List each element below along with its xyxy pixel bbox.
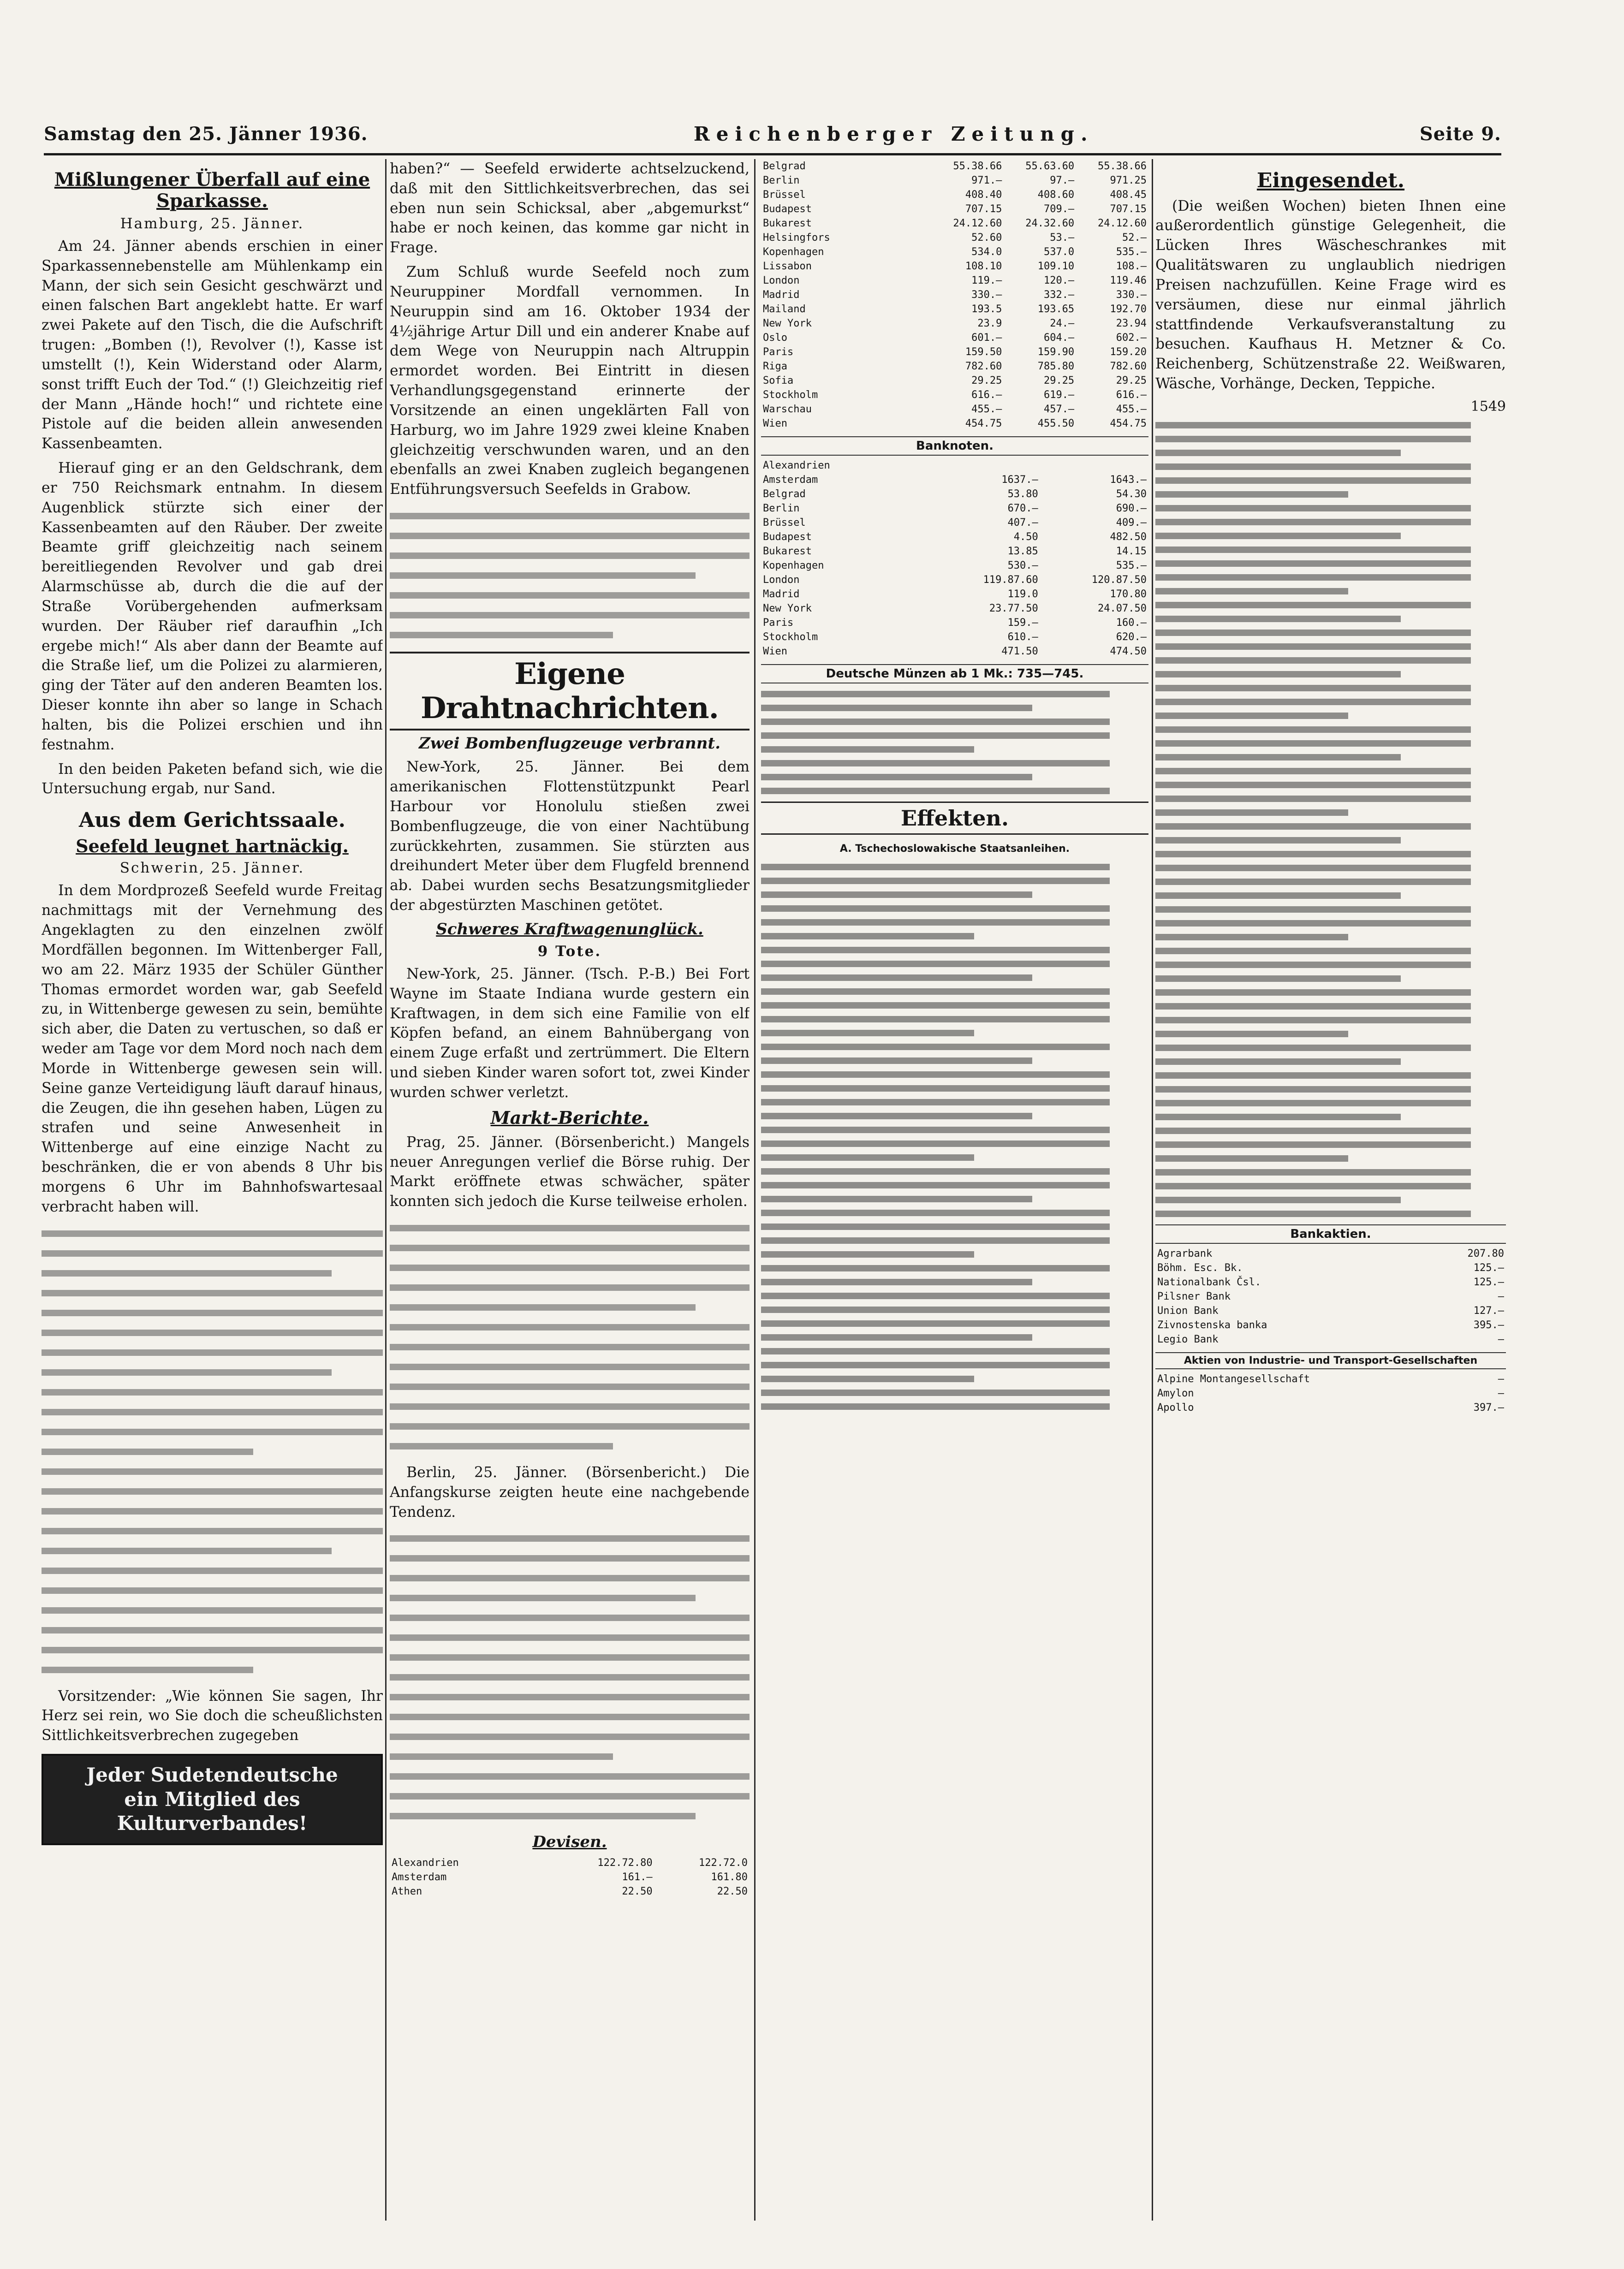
row-value: 159.90: [1037, 346, 1075, 358]
row-value: 159.20: [1110, 346, 1147, 358]
effekten-subtitle: A. Tschechoslowakische Staatsanleihen.: [839, 843, 1070, 855]
row-value: 159.50: [965, 346, 1002, 358]
paragraph: Am 24. Jänner abends erschien in einer Sparkassennebenstelle am Mühlenkamp ein Mann, der sich sein Gesicht geschwärzt und einen falschen Bart angeklebt hatte. Er warf zwei Pakete auf den Tisch, die die Aufschrift trugen: „Bomben (!), Revolver (!), Kasse ist umstellt (!), Kein Widerstand oder Alarm, sonst trifft Euch der Tod.“ (!) Gleichzeitig rief der Mann „Hände hoch!“ und richtete eine Pistole auf die beiden allein anwesenden Kassenbeamten.: [42, 238, 383, 452]
row-label: Kopenhagen: [763, 246, 824, 258]
headline-kraftwagen: Schweres Kraftwagenunglück.: [436, 920, 703, 938]
table-row: [761, 402, 1148, 416]
row-label: New York: [763, 318, 812, 329]
headline-gerichtssaal: Aus dem Gerichtssaale.: [78, 808, 345, 832]
row-value: 535.—: [1116, 246, 1147, 258]
row-value: 620.—: [1116, 631, 1147, 643]
row-value: 482.50: [1110, 531, 1147, 543]
table-row: [390, 1856, 750, 1870]
row-label: Alexandrien: [392, 1857, 459, 1869]
table-row: [761, 601, 1148, 616]
kulturverband-ad: [42, 1754, 383, 1845]
row-value: 207.80: [1467, 1247, 1504, 1259]
text-continuation: [390, 1535, 750, 1819]
row-value: 616.—: [1116, 389, 1147, 401]
row-label: Zivnostenska banka: [1157, 1319, 1267, 1331]
row-value: [932, 458, 1040, 473]
table-row: [1155, 1261, 1506, 1275]
row-label: Riga: [763, 361, 787, 372]
row-label: Budapest: [763, 203, 812, 215]
subheadline-seefeld: Seefeld leugnet hartnäckig.: [76, 835, 349, 856]
headline-eingesendet: Eingesendet.: [1256, 169, 1405, 192]
row-value: 97.—: [1050, 175, 1075, 186]
row-value: 161.—: [622, 1871, 653, 1883]
paragraph: In den beiden Paketen befand sich, wie die Untersuchung ergab, nur Sand.: [42, 760, 383, 797]
row-label: Agrarbank: [1157, 1247, 1213, 1259]
row-value: 616.—: [971, 389, 1002, 401]
column-rule: [1152, 159, 1153, 2221]
row-value: 119.46: [1110, 275, 1147, 286]
row-value: 782.60: [965, 361, 1002, 372]
row-label: New York: [763, 603, 812, 614]
row-label: Wien: [763, 646, 787, 657]
row-value: 127.—: [1473, 1305, 1504, 1317]
table-row: [761, 473, 1148, 487]
row-value: [1040, 458, 1148, 473]
row-value: 52.—: [1122, 232, 1147, 244]
row-value: 407.—: [1007, 517, 1038, 529]
row-label: Lissabon: [763, 261, 812, 272]
row-value: 22.50: [622, 1886, 653, 1898]
paragraph: Zum Schluß wurde Seefeld noch zum Neuruppiner Mordfall vernommen. In Neuruppin sind am 16. Oktober 1934 der 4½jährige Artur Dill und ein anderer Knabe auf dem Wege von Neuruppin nach Altruppin ermordet worden. Bei Eintritt in diesen Verhandlungsgegenstand erinnerte der Vorsitzende an einen ungeklärten Fall von Harburg, wo im Jahre 1929 zwei kleine Knaben gleichzeitig verschwunden waren, und an den ebenfalls an zwei Knaben zugleich begangenen Entführungsversuch Seefelds in Grabow.: [390, 264, 750, 498]
row-label: Belgrad: [763, 488, 806, 500]
table-row: [761, 501, 1148, 516]
row-value: 55.63.60: [1025, 160, 1075, 172]
row-value: 455.50: [1037, 418, 1075, 429]
row-value: 601.—: [971, 332, 1002, 344]
paragraph: Berlin, 25. Jänner. (Börsenbericht.) Die Anfangskurse zeigten heute eine nachgebende Tendenz.: [390, 1464, 750, 1521]
section-effekten: Effekten.: [761, 802, 1148, 835]
row-value: 23.9: [977, 318, 1002, 329]
row-value: 53.80: [1007, 488, 1038, 500]
table-row: [1155, 1304, 1506, 1318]
row-value: 454.75: [965, 418, 1002, 429]
row-label: Budapest: [763, 531, 812, 543]
table-row: [1155, 1275, 1506, 1289]
row-value: 397.—: [1473, 1402, 1504, 1414]
row-value: 23.77.50: [989, 603, 1038, 614]
row-value: 53.—: [1050, 232, 1075, 244]
row-value: —: [1498, 1373, 1504, 1385]
table-row: [761, 416, 1148, 431]
table-row: [1155, 1247, 1506, 1261]
rates-table-1: [761, 159, 1148, 431]
column-2: [390, 159, 750, 2221]
row-value: 55.38.66: [953, 160, 1002, 172]
table-row: [761, 616, 1148, 630]
row-value: 192.70: [1110, 303, 1147, 315]
section-banknoten: Banknoten.: [761, 436, 1148, 456]
table-row: [761, 173, 1148, 188]
row-value: 785.80: [1037, 361, 1075, 372]
row-value: 13.85: [1007, 546, 1038, 557]
table-row: [761, 245, 1148, 259]
column-3: [761, 159, 1148, 2221]
headline-marktberichte: Markt-Berichte.: [490, 1107, 649, 1128]
row-value: 408.40: [965, 189, 1002, 201]
subheadline-tote: 9 Tote.: [537, 943, 602, 960]
table-row: [761, 487, 1148, 501]
row-value: 170.80: [1110, 588, 1147, 600]
row-label: Böhm. Esc. Bk.: [1157, 1262, 1243, 1274]
paragraph: haben?“ — Seefeld erwiderte achtselzuckend, daß mit den Sittlichkeitsverbrechen, das sei eben nun sein Schicksal, aber „abgemurkst“ habe er noch keinen, das komme gar nicht in Frage.: [390, 160, 750, 256]
dateline: Hamburg, 25. Jänner.: [120, 215, 304, 232]
row-label: Helsingfors: [763, 232, 830, 244]
table-row: [761, 388, 1148, 402]
row-value: 54.30: [1116, 488, 1147, 500]
table-row: [761, 231, 1148, 245]
row-value: 160.—: [1116, 617, 1147, 629]
table-row: [761, 202, 1148, 216]
row-value: 23.94: [1116, 318, 1147, 329]
table-row: [761, 359, 1148, 374]
row-label: Alpine Montangesellschaft: [1157, 1373, 1310, 1385]
row-value: 474.50: [1110, 646, 1147, 657]
rates-table-2: [761, 458, 1148, 659]
table-row: [761, 374, 1148, 388]
paragraph: Prag, 25. Jänner. (Börsenbericht.) Mangels neuer Anregungen verlief die Börse ruhig. Der Markt eröffnete etwas schwächer, später konnten sich jedoch die Kurse teilweise erholen.: [390, 1134, 750, 1210]
row-value: 4.50: [1013, 531, 1038, 543]
table-row: [1155, 1401, 1506, 1415]
column-rule: [754, 159, 755, 2221]
row-value: 24.12.60: [1098, 218, 1147, 229]
row-value: 1643.—: [1110, 474, 1147, 486]
table-row: [1155, 1372, 1506, 1386]
text-continuation: [390, 513, 750, 638]
headline-devisen: Devisen.: [532, 1833, 607, 1852]
paragraph: (Die weißen Wochen) bieten Ihnen eine außerordentlich günstige Gelegenheit, die Lücken Ihres Wäscheschrankes mit Qualitätswaren zu unglaublich niedrigen Preisen nachzufüllen. Keine Frage wird es versäumen, diese nur einmal jährlich stattfindende Verkaufsveranstaltung zu besuchen. Kaufhaus H. Metzner & Co. Reichenberg, Schützenstraße 22. Weißwaren, Wäsche, Vorhänge, Decken, Teppiche.: [1155, 197, 1506, 392]
row-value: 159.—: [1007, 617, 1038, 629]
headline-sparkasse: Mißlungener Überfall auf eine Sparkasse.: [54, 169, 370, 212]
table-row: [761, 530, 1148, 544]
row-value: 120.87.50: [1091, 574, 1147, 586]
row-value: 119.—: [971, 275, 1002, 286]
table-row: [761, 558, 1148, 573]
row-value: 530.—: [1007, 560, 1038, 571]
row-value: 52.60: [971, 232, 1002, 244]
row-label: Berlin: [763, 503, 800, 514]
paragraph: In dem Mordprozeß Seefeld wurde Freitag nachmittags mit der Vernehmung des Angeklagten zu den einzelnen zwölf Mordfällen begonnen. Im Wittenberger Fall, wo am 22. März 1935 der Schüler Günther Thomas ermordet worden war, gab Seefeld zu, in Wittenberge gewesen zu sein, bemühte sich aber, die Daten zu vertuschen, so daß er weder am Tage vor dem Mord noch nach dem Morde in Wittenberge gewesen sein will. Seine ganze Verteidigung läuft darauf hinaus, die Zeugen, die ihn gesehen haben, Lügen zu strafen und seine Anwesenheit in Wittenberge auf eine einzige Nacht zu beschränken, die er von abends 8 Uhr bis morgens 6 Uhr im Bahnhofswartesaal verbracht haben will.: [42, 882, 383, 1215]
row-value: 604.—: [1043, 332, 1075, 344]
row-label: Belgrad: [763, 160, 806, 172]
row-label: Pilsner Bank: [1157, 1290, 1231, 1302]
row-value: 119.0: [1007, 588, 1038, 600]
section-drahtnachrichten: Eigene Drahtnachrichten.: [390, 652, 750, 731]
row-value: 108.—: [1116, 261, 1147, 272]
masthead: [44, 118, 1501, 150]
row-label: London: [763, 574, 800, 586]
table-row: [761, 644, 1148, 659]
row-value: 109.10: [1037, 261, 1075, 272]
row-label: Amylon: [1157, 1387, 1194, 1399]
row-value: 707.15: [1110, 203, 1147, 215]
row-value: 122.72.80: [597, 1857, 653, 1869]
row-label: Athen: [392, 1886, 422, 1898]
row-label: Legio Bank: [1157, 1333, 1219, 1345]
row-value: 455.—: [1116, 404, 1147, 415]
table-row: [761, 587, 1148, 601]
row-value: 409.—: [1116, 517, 1147, 529]
bond-list: [1155, 422, 1506, 1217]
table-row: [1155, 1386, 1506, 1401]
paper-title: Reichenberger Zeitung.: [693, 122, 1094, 145]
row-value: —: [1498, 1290, 1504, 1302]
row-value: 602.—: [1116, 332, 1147, 344]
row-label: Nationalbank Čsl.: [1157, 1276, 1261, 1288]
industry-table: [1155, 1372, 1506, 1415]
row-value: —: [1498, 1333, 1504, 1345]
table-row: [761, 573, 1148, 587]
table-row: [761, 345, 1148, 359]
row-value: 1637.—: [1001, 474, 1038, 486]
row-label: Brüssel: [763, 517, 806, 529]
column-4: [1155, 159, 1506, 2221]
row-value: 122.72.0: [699, 1857, 748, 1869]
table-row: [390, 1884, 750, 1899]
row-value: 534.0: [971, 246, 1002, 258]
row-value: 14.15: [1116, 546, 1147, 557]
column-rule: [385, 159, 387, 2221]
row-value: 29.25: [1116, 375, 1147, 386]
row-value: 119.87.60: [983, 574, 1038, 586]
ad-number: 1549: [1470, 398, 1506, 415]
table-row: [761, 630, 1148, 644]
table-row: [761, 288, 1148, 302]
row-value: 125.—: [1473, 1276, 1504, 1288]
row-value: 535.—: [1116, 560, 1147, 571]
bank-table: [1155, 1247, 1506, 1347]
table-row: [761, 544, 1148, 558]
table-row: [390, 1870, 750, 1884]
row-label: Brüssel: [763, 189, 806, 201]
row-label: Apollo: [1157, 1402, 1194, 1414]
row-label: Amsterdam: [392, 1871, 447, 1883]
table-row: [761, 188, 1148, 202]
text-continuation: [390, 1225, 750, 1449]
row-label: Alexandrien: [763, 460, 830, 471]
row-value: 454.75: [1110, 418, 1147, 429]
row-label: Stockholm: [763, 389, 818, 401]
row-label: Warschau: [763, 404, 812, 415]
row-label: Paris: [763, 346, 794, 358]
paragraph: Vorsitzender: „Wie können Sie sagen, Ihr Herz sei rein, wo Sie doch die scheußlichsten Sittlichkeitsverbrechen zugegeben: [42, 1687, 383, 1744]
paragraph: Hierauf ging er an den Geldschrank, dem er 750 Reichsmark entnahm. In diesem Augenblick stürzte sich einer der Kassenbeamten auf den Räuber. Der zweite Beamte griff gleichzeitig nach seinem bereitliegenden Revolver und gab drei Alarmschüsse ab, durch die die auf der Straße Vorübergehenden aufmerksam wurden. Der Räuber rief daraufhin „Ich ergebe mich!“ Als aber dann der Beamte auf die Straße lief, um die Polizei zu alarmieren, ging der Täter auf den anderen Beamten los. Dieser konnte ihn aber so lange in Schach halten, bis die Polizei erschien und ihn festnahm.: [42, 460, 383, 753]
row-value: 29.25: [1043, 375, 1075, 386]
row-value: 457.—: [1043, 404, 1075, 415]
row-value: 29.25: [971, 375, 1002, 386]
table-row: [761, 316, 1148, 331]
ad-line: ein Mitglied des Kulturverbandes!: [117, 1788, 308, 1835]
row-value: 24.—: [1050, 318, 1075, 329]
table-row: [761, 159, 1148, 173]
row-value: 330.—: [971, 289, 1002, 301]
section-bankaktien: Bankaktien.: [1155, 1224, 1506, 1244]
table-row: [761, 516, 1148, 530]
row-value: 455.—: [971, 404, 1002, 415]
row-label: Stockholm: [763, 631, 818, 643]
table-row: [761, 331, 1148, 345]
row-label: Wien: [763, 418, 787, 429]
row-value: 471.50: [1001, 646, 1038, 657]
row-label: Amsterdam: [763, 474, 818, 486]
row-label: Berlin: [763, 175, 800, 186]
paragraph: New-York, 25. Jänner. (Tsch. P.-B.) Bei Fort Wayne im Staate Indiana wurde gestern ein Kraftwagen, in dem sich eine Familie von elf Köpfen befand, an einem Bahnübergang von einem Zuge erfaßt und zertrümmert. Die Eltern und sieben Kinder waren sofort tot, zwei Kinder wurden schwer verletzt.: [390, 965, 750, 1101]
row-label: Union Bank: [1157, 1305, 1219, 1317]
row-value: 537.0: [1043, 246, 1075, 258]
row-value: 24.32.60: [1025, 218, 1075, 229]
row-label: Bukarest: [763, 546, 812, 557]
table-row: [761, 458, 1148, 473]
table-row: [761, 302, 1148, 316]
row-label: Paris: [763, 617, 794, 629]
row-label: Sofia: [763, 375, 794, 386]
table-row: [761, 259, 1148, 273]
row-value: 395.—: [1473, 1319, 1504, 1331]
table-row: [761, 273, 1148, 288]
row-value: 161.80: [711, 1871, 748, 1883]
row-value: 332.—: [1043, 289, 1075, 301]
row-value: 22.50: [717, 1886, 748, 1898]
row-value: 408.45: [1110, 189, 1147, 201]
row-label: Oslo: [763, 332, 787, 344]
row-value: 971.25: [1110, 175, 1147, 186]
row-value: 707.15: [965, 203, 1002, 215]
table-row: [1155, 1332, 1506, 1347]
row-value: 125.—: [1473, 1262, 1504, 1274]
masthead-rule: [44, 153, 1501, 155]
row-label: Bukarest: [763, 218, 812, 229]
row-value: 193.65: [1037, 303, 1075, 315]
dateline: Schwerin, 25. Jänner.: [119, 860, 305, 877]
ad-line: Jeder Sudetendeutsche: [86, 1764, 338, 1787]
section-industrie: Aktien von Industrie- und Transport-Gesellschaften: [1155, 1352, 1506, 1369]
row-label: Madrid: [763, 289, 800, 301]
table-row: [761, 216, 1148, 231]
issue-date: Samstag den 25. Jänner 1936.: [44, 123, 368, 145]
row-label: Kopenhagen: [763, 560, 824, 571]
row-value: 709.—: [1043, 203, 1075, 215]
row-value: 55.38.66: [1098, 160, 1147, 172]
effekten-list: [761, 864, 1148, 1410]
row-value: 24.12.60: [953, 218, 1002, 229]
column-1: [42, 159, 383, 2221]
row-value: 408.60: [1037, 189, 1075, 201]
row-value: 24.07.50: [1098, 603, 1147, 614]
text-continuation: [42, 1230, 383, 1673]
row-value: 782.60: [1110, 361, 1147, 372]
table-row: [1155, 1318, 1506, 1332]
row-value: 193.5: [971, 303, 1002, 315]
headline-bombenflugzeuge: Zwei Bombenflugzeuge verbrannt.: [418, 734, 721, 753]
row-label: Madrid: [763, 588, 800, 600]
row-value: —: [1498, 1387, 1504, 1399]
row-label: London: [763, 275, 800, 286]
row-value: 971.—: [971, 175, 1002, 186]
row-label: Mailand: [763, 303, 806, 315]
devisen-table: [390, 1856, 750, 1899]
row-value: 120.—: [1043, 275, 1075, 286]
row-value: 619.—: [1043, 389, 1075, 401]
page-number: Seite 9.: [1419, 123, 1501, 145]
row-value: 670.—: [1007, 503, 1038, 514]
muenzen-line: Deutsche Münzen ab 1 Mk.: 735—745.: [761, 664, 1148, 683]
table-row: [1155, 1289, 1506, 1304]
row-value: 690.—: [1116, 503, 1147, 514]
row-value: 108.10: [965, 261, 1002, 272]
row-value: 610.—: [1007, 631, 1038, 643]
paragraph: New-York, 25. Jänner. Bei dem amerikanischen Flottenstützpunkt Pearl Harbour vor Honolulu stießen zwei Bombenflugzeuge, die von einer Nachtübung zurückkehrten, zusammen. Sie stürzten aus dreihundert Meter über dem Flugfeld brennend ab. Dabei wurden sechs Besatzungsmitglieder der abgestürzten Maschinen getötet.: [390, 759, 750, 914]
row-value: 330.—: [1116, 289, 1147, 301]
